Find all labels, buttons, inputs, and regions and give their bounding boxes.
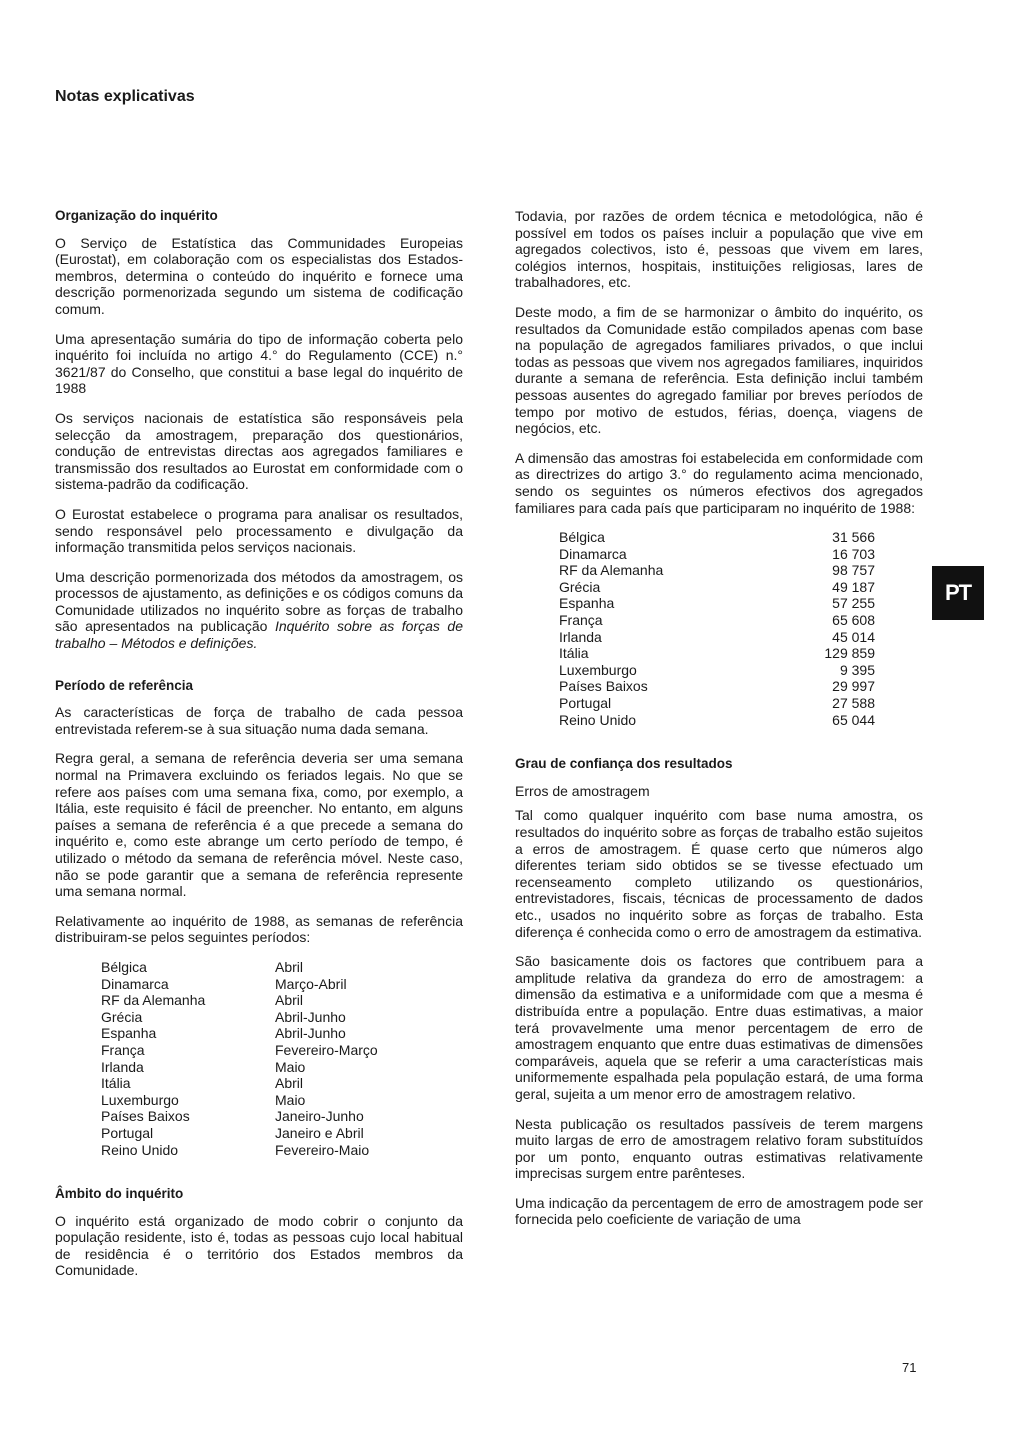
table-row [559, 662, 875, 679]
count-cell: 57 255 [832, 595, 875, 612]
count-cell: 129 859 [824, 645, 875, 662]
period-cell: Janeiro-Junho [275, 1108, 364, 1125]
table-row [101, 1059, 378, 1076]
country-cell: Bélgica [101, 958, 147, 975]
table-row [101, 1142, 378, 1159]
period-cell: Abril-Junho [275, 1025, 346, 1042]
section-heading-confianca: Grau de confiança dos resultados [515, 756, 733, 772]
count-cell: 98 757 [832, 562, 875, 579]
country-cell: Países Baixos [101, 1108, 190, 1125]
section-heading-organizacao: Organização do inquérito [55, 208, 218, 223]
country-cell: Espanha [559, 595, 615, 612]
paragraph: A dimensão das amostras foi estabelecida em conformidade com as directrizes do artigo 3.° do regulamento acima mencionado, sendo os seguintes os números efectivos dos agregados familiares para cada país que participaram no inquérito de 1988: [515, 449, 923, 516]
section-heading-periodo: Período de referência [55, 677, 194, 693]
table-row [559, 529, 875, 546]
period-cell: Abril-Junho [275, 1008, 346, 1025]
table-row [559, 612, 875, 629]
paragraph: O inquérito está organizado de modo cobrir o conjunto da população residente, isto é, todas as pessoas cujo local habitual de residência é o território dos Estados membros da Comunidade. [55, 1212, 463, 1279]
table-row [101, 1092, 378, 1109]
table-row [101, 959, 378, 976]
paragraph: Os serviços nacionais de estatística são responsáveis pela selecção da amostragem, preparação dos questionários, condução de entrevistas directas aos agregados familiares e transmissão dos resultados ao Eurostat em conformidade com o sistema-padrão da codificação. [55, 409, 463, 493]
country-cell: França [101, 1041, 145, 1058]
country-cell: Reino Unido [101, 1141, 179, 1158]
period-cell: Maio [275, 1091, 306, 1108]
country-cell: Dinamarca [101, 975, 169, 992]
table-row [559, 645, 875, 662]
count-cell: 27 588 [832, 695, 875, 712]
table-row [559, 546, 875, 563]
paragraph: Uma indicação da percentagem de erro de amostragem pode ser fornecida pelo coeficiente de variação de uma [515, 1194, 923, 1228]
table-row [101, 1009, 378, 1026]
country-cell: Reino Unido [559, 711, 637, 728]
country-cell: Itália [559, 645, 589, 662]
country-cell: Portugal [559, 695, 612, 712]
paragraph: Deste modo, a fim de se harmonizar o âmbito do inquérito, os resultados da Comunidade estão compilados apenas com base na população de agregados familiares privados, o que inclui todas as pessoas que vivem nos agregados familiares, inquiridos durante a semana de referência. Esta definição inclui também pessoas ausentes do agregado familiar por breves períodos de tempo por motivo de estudos, férias, doença, viagens de negócios, etc. [515, 303, 923, 437]
table-row [101, 1025, 378, 1042]
page-number: 71 [902, 1360, 917, 1375]
paragraph: Todavia, por razões de ordem técnica e metodológica, não é possível em todos os países incluir a população que vive em agregados colectivos, isto é, pessoas que vivem em lares, colégios internos, hospitais, instituições religiosas, lares de trabalhadores, etc. [515, 208, 923, 291]
country-cell: Irlanda [101, 1058, 144, 1075]
paragraph: Tal como qualquer inquérito com base numa amostra, os resultados do inquérito sobre as forças de trabalho estão sujeitos a erros de amostragem. É quase certo que números algo diferentes teriam sido obtidos se se tivesse efectuado um recenseamento completo utilizando os questionários, entrevistadores, fiscais, técnicas de processamento de dados etc., usados no inquérito sobre as forças de trabalho. Esta diferença é conhecida como o erro de amostragem da estimativa. [515, 807, 923, 940]
count-cell: 49 187 [832, 578, 875, 595]
table-row [559, 579, 875, 596]
period-cell: Abril [275, 992, 304, 1009]
count-cell: 65 044 [832, 711, 875, 728]
count-cell: 45 014 [832, 628, 875, 645]
country-cell: RF da Alemanha [101, 992, 206, 1009]
table-row [101, 1125, 378, 1142]
section-heading-ambito: Âmbito do inquérito [55, 1186, 184, 1202]
table-row [101, 992, 378, 1009]
publication-title: Inquérito sobre as forças de trabalho – Métodos e definições. [55, 618, 463, 652]
count-cell: 31 566 [832, 529, 875, 546]
paragraph: Uma apresentação sumária do tipo de informação coberta pelo inquérito foi incluída no artigo 4.° do Regulamento (CCE) n.° 3621/87 do Conselho, que constitui a base legal do inquérito de 1988 [55, 330, 463, 397]
period-cell: Fevereiro-Março [275, 1041, 378, 1058]
paragraph: O Eurostat estabelece o programa para analisar os resultados, sendo responsável pelo processamento e divulgação da informação transmitida pelos serviços nacionais. [55, 505, 463, 556]
reference-periods-table [101, 959, 378, 1158]
table-row [559, 695, 875, 712]
country-cell: França [559, 612, 603, 629]
period-cell: Fevereiro-Maio [275, 1141, 370, 1158]
paragraph-publication [55, 569, 463, 652]
period-cell: Janeiro e Abril [275, 1124, 364, 1141]
language-tab: PT [932, 566, 984, 620]
country-cell: Portugal [101, 1124, 154, 1141]
country-cell: Luxemburgo [101, 1091, 179, 1108]
count-cell: 29 997 [832, 678, 875, 695]
paragraph: Relativamente ao inquérito de 1988, as semanas de referência distribuiram-se pelos seguintes períodos: [55, 912, 463, 946]
paragraph-text: Uma descrição pormenorizada dos métodos da amostragem, os processos de ajustamento, as definições e os códigos comuns da Comunidade utilizados no inquérito sobre as forças de trabalho são apresentados na publicação [55, 568, 463, 635]
page-title: Notas explicativas [55, 88, 195, 105]
country-cell: Espanha [101, 1025, 157, 1042]
country-cell: Grécia [101, 1008, 143, 1025]
table-row [559, 712, 875, 729]
paragraph: Regra geral, a semana de referência deveria ser uma semana normal na Primavera excluindo os feriados legais. No que se refere aos países com uma semana fixa, como, por exemplo, a Itália, este requisito é fácil de preencher. No entanto, em alguns países a semana de referência é a que precede a semana do inquérito e, como este abrange um certo período de tempo, é utilizado o método da semana de referência móvel. Neste caso, não se pode garantir que a semana de referência represente uma semana normal. [55, 750, 463, 900]
sample-sizes-table [559, 529, 875, 728]
table-row [101, 1075, 378, 1092]
table-row [101, 976, 378, 993]
paragraph: São basicamente dois os factores que contribuem para a amplitude relativa da grandeza do erro de amostragem: a dimensão da estimativa e a uniformidade com que a mesma é distribuída entre a população. Entre duas estimativas, a maior terá provavelmente uma menor percentagem de erro de amostragem enquanto que entre duas estimativas de dimensões comparáveis, aquela que se referir a uma características mais uniformemente espalhada pela população estará, de uma forma geral, sujeita a um menor erro de amostragem relativo. [515, 953, 923, 1102]
table-row [101, 1108, 378, 1125]
count-cell: 16 703 [832, 545, 875, 562]
table-row [559, 562, 875, 579]
country-cell: Itália [101, 1075, 131, 1092]
period-cell: Março-Abril [275, 975, 347, 992]
country-cell: Países Baixos [559, 678, 648, 695]
country-cell: Bélgica [559, 529, 605, 546]
paragraph: As características de força de trabalho de cada pessoa entrevistada referem-se à sua situação numa dada semana. [55, 704, 463, 737]
country-cell: Luxemburgo [559, 661, 637, 678]
period-cell: Abril [275, 1075, 304, 1092]
country-cell: Grécia [559, 578, 601, 595]
table-row [559, 595, 875, 612]
left-column [55, 208, 463, 1292]
count-cell: 9 395 [839, 661, 875, 678]
country-cell: Dinamarca [559, 545, 627, 562]
right-column [515, 208, 923, 1241]
paragraph: O Serviço de Estatística das Communidades Europeias (Eurostat), em colaboração com os especialistas dos Estados-membros, determina o conteúdo do inquérito e fornece uma descrição pormenorizada segundo um sistema de codificação comum. [55, 234, 463, 317]
table-row [101, 1042, 378, 1059]
period-cell: Maio [275, 1058, 306, 1075]
table-row [559, 678, 875, 695]
subsection-heading-erros: Erros de amostragem [515, 782, 650, 799]
paragraph: Nesta publicação os resultados passíveis de terem margens muito largas de erro de amostragem relativo foram substituídos por um ponto, enquanto outras estimativas relativamente imprecisas surgem entre parênteses. [515, 1115, 923, 1182]
period-cell: Abril [275, 958, 304, 975]
count-cell: 65 608 [832, 612, 875, 629]
country-cell: Irlanda [559, 628, 602, 645]
country-cell: RF da Alemanha [559, 562, 664, 579]
table-row [559, 629, 875, 646]
